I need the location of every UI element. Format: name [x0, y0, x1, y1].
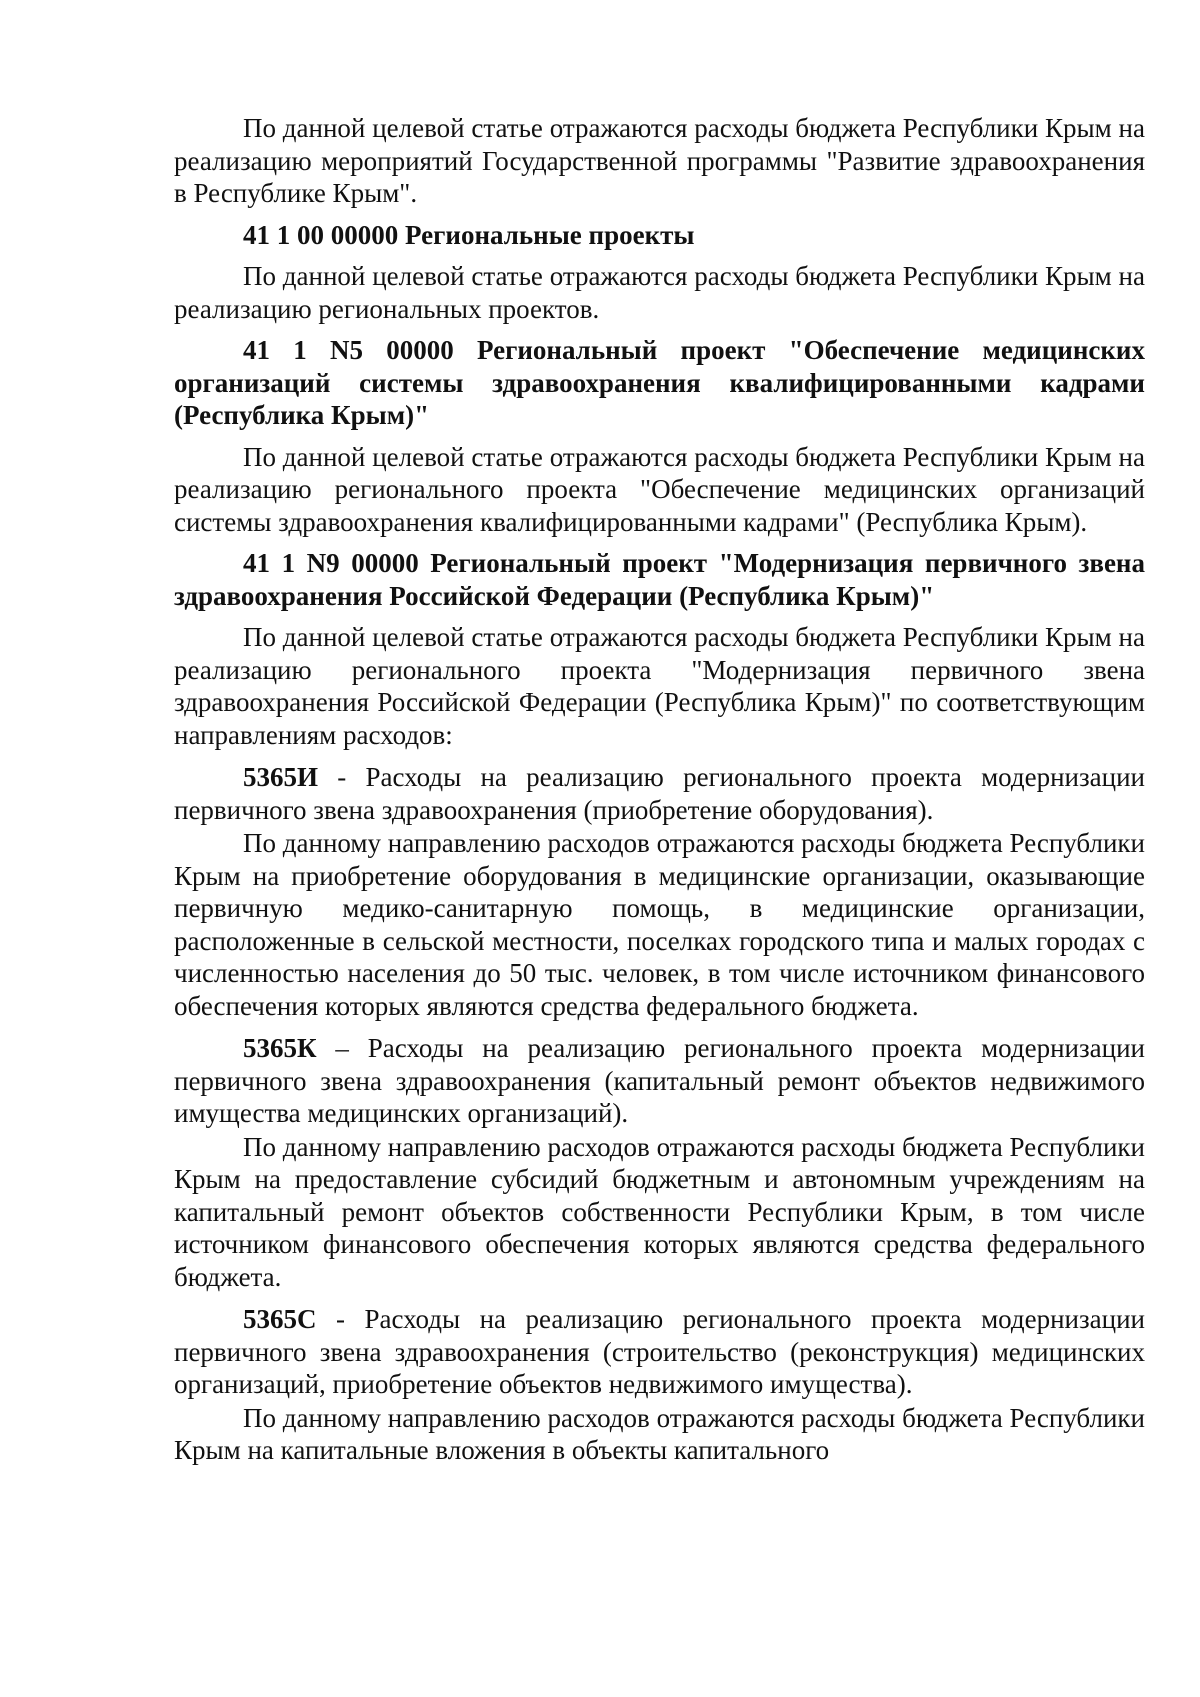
heading-regional-projects: 41 1 00 00000 Региональные проекты [243, 219, 695, 250]
paragraph-5365s-details: По данному направлению расходов отражаются расходы бюджета Республики Крым на капитальные вложения в объекты капитального [174, 1402, 1145, 1465]
expense-item-5365s [174, 1303, 1145, 1401]
paragraph-5365i-details: По данному направлению расходов отражаются расходы бюджета Республики Крым на приобретение оборудования в медицинские организации, оказывающие первичную медико-санитарную помощь, в медицинские организации, расположенные в сельской местности, поселках городского типа и малых городах с численностью населения до 50 тыс. человек, в том числе источником финансового обеспечения которых являются средства федерального бюджета. [174, 828, 1145, 1021]
expense-description: – Расходы на реализацию регионального проекта модернизации первичного звена здравоохранения (капитальный ремонт объектов недвижимого имущества медицинских организаций). [174, 1033, 1145, 1128]
expense-code: 5365И [243, 762, 319, 792]
heading-project-n5: 41 1 N5 00000 Региональный проект "Обеспечение медицинских организаций системы здравоохранения квалифицированными кадрами (Республика Крым)" [174, 335, 1145, 430]
expense-description: - Расходы на реализацию регионального проекта модернизации первичного звена здравоохранения (приобретение оборудования). [174, 762, 1145, 825]
paragraph-5365k-details: По данному направлению расходов отражаются расходы бюджета Республики Крым на предоставление субсидий бюджетным и автономным учреждениям на капитальный ремонт объектов собственности Республики Крым, в том числе источником финансового обеспечения которых являются средства федерального бюджета. [174, 1131, 1145, 1292]
document-body [174, 112, 1145, 1467]
paragraph-regional-projects: По данной целевой статье отражаются расходы бюджета Республики Крым на реализацию региональных проектов. [174, 261, 1145, 324]
expense-code: 5365С [243, 1304, 317, 1334]
paragraph-project-n5: По данной целевой статье отражаются расходы бюджета Республики Крым на реализацию регионального проекта "Обеспечение медицинских организаций системы здравоохранения квалифицированными кадрами" (Республика Крым). [174, 441, 1145, 537]
paragraph-program-expenses: По данной целевой статье отражаются расходы бюджета Республики Крым на реализацию мероприятий Государственной программы "Развитие здравоохранения в Республике Крым". [174, 113, 1145, 208]
expense-description: - Расходы на реализацию регионального проекта модернизации первичного звена здравоохранения (строительство (реконструкция) медицинских организаций, приобретение объектов недвижимого имущества). [174, 1304, 1145, 1399]
expense-code: 5365К [243, 1033, 317, 1063]
expense-item-5365k [174, 1032, 1145, 1130]
paragraph-project-n9: По данной целевой статье отражаются расходы бюджета Республики Крым на реализацию регионального проекта "Модернизация первичного звена здравоохранения Российской Федерации (Республика Крым)" по соответствующим направлениям расходов: [174, 622, 1145, 750]
heading-project-n9: 41 1 N9 00000 Региональный проект "Модернизация первичного звена здравоохранения Российской Федерации (Республика Крым)" [174, 548, 1145, 611]
expense-item-5365i [174, 761, 1145, 826]
